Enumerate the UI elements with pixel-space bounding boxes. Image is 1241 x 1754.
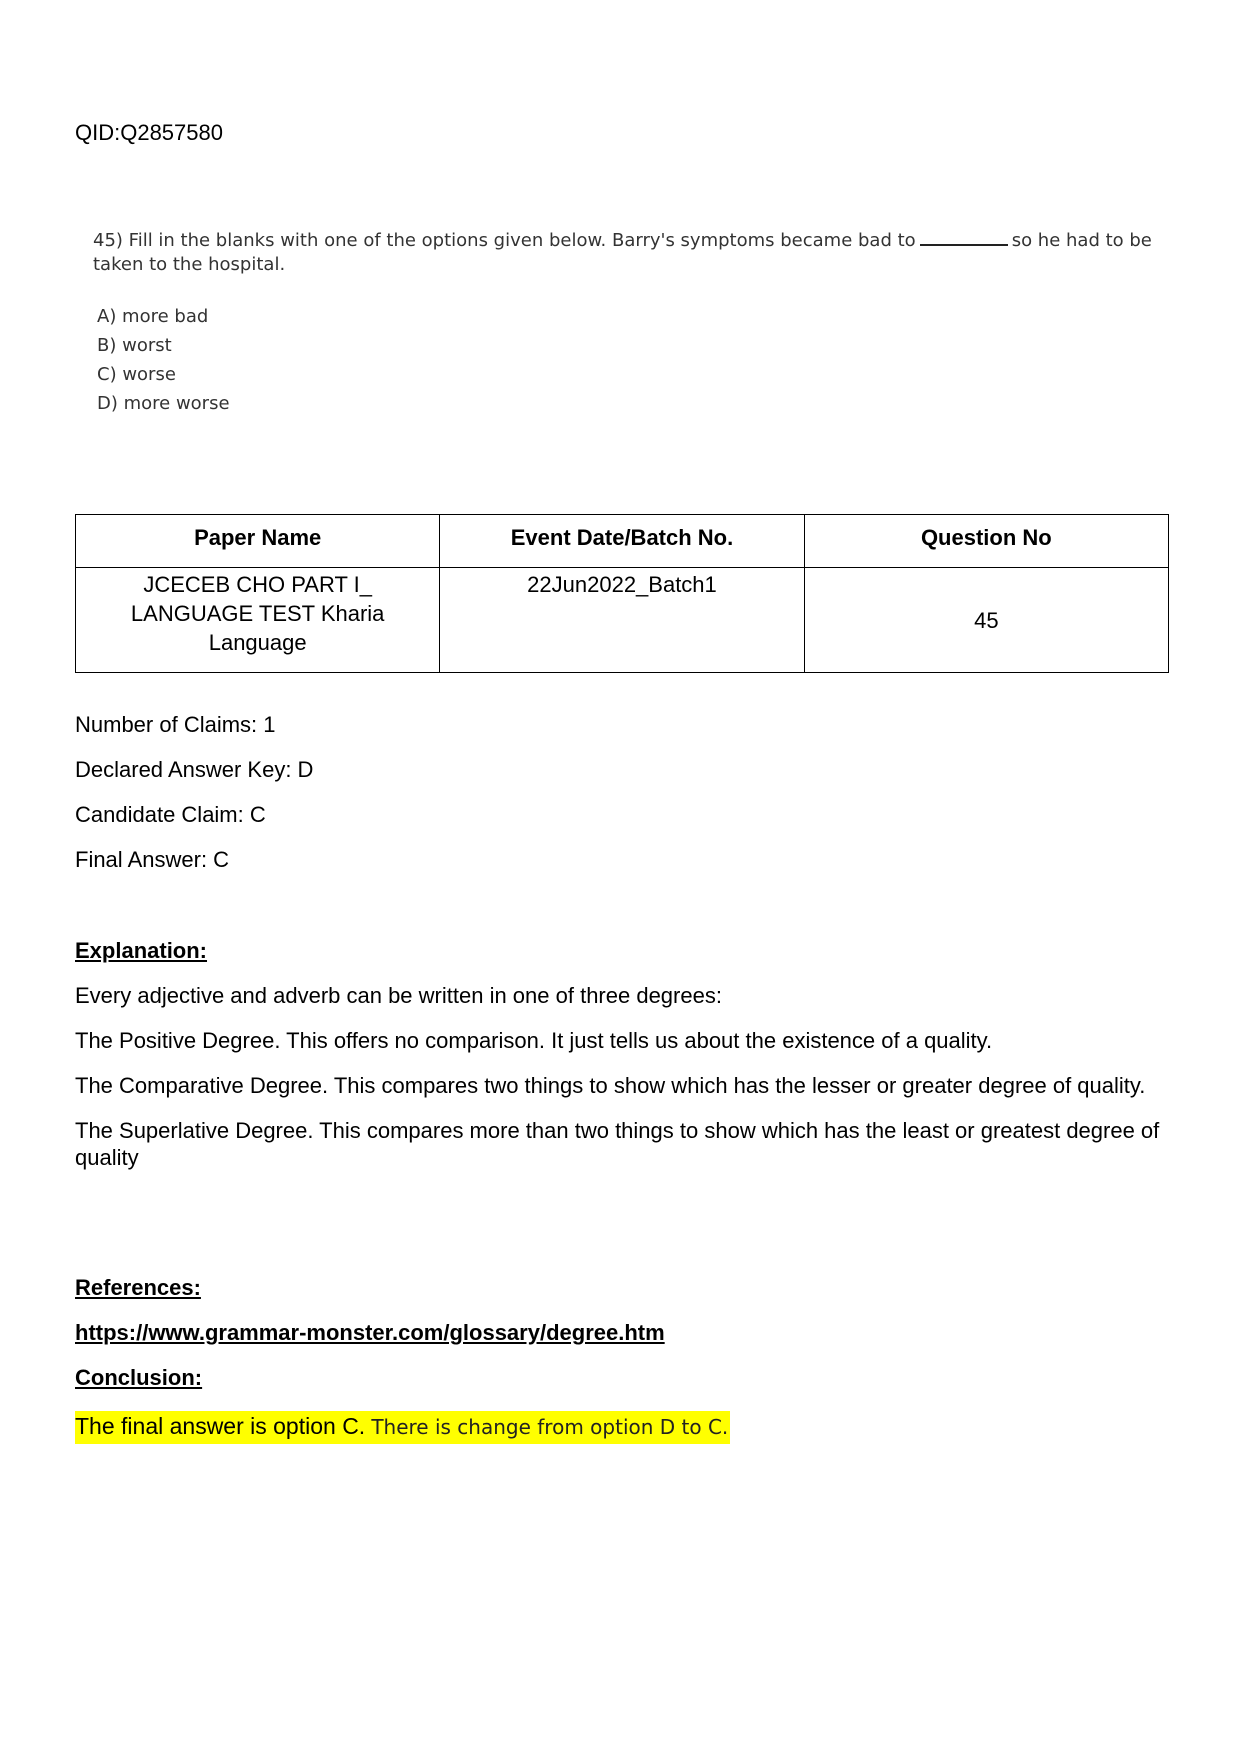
final-answer: Final Answer: C	[75, 847, 230, 872]
conclusion-highlight	[75, 1411, 730, 1444]
explanation-paragraph: The Positive Degree. This offers no comparison. It just tells us about the existence of a quality.	[75, 1028, 993, 1053]
explanation-paragraph: Every adjective and adverb can be written in one of three degrees:	[75, 983, 722, 1008]
option-b: B) worst	[97, 335, 172, 356]
option-d: D) more worse	[97, 393, 230, 414]
reference-link[interactable]: https://www.grammar-monster.com/glossary/degree.htm	[75, 1320, 665, 1345]
cell-question-no: 45	[804, 568, 1168, 673]
number-of-claims: Number of Claims: 1	[75, 712, 276, 737]
header-event-date: Event Date/Batch No.	[440, 515, 804, 568]
option-a: A) more bad	[97, 306, 209, 327]
explanation-section	[75, 937, 1175, 1189]
header-paper-name: Paper Name	[76, 515, 440, 568]
conclusion-text: The final answer is option C.	[75, 1413, 366, 1439]
question-text-before: 45) Fill in the blanks with one of the options given below. Barry's symptoms became bad to	[93, 230, 916, 251]
explanation-paragraph: The Comparative Degree. This compares two things to show which has the lesser or greater degree of quality.	[75, 1073, 1146, 1098]
cell-event-date: 22Jun2022_Batch1	[440, 568, 804, 673]
candidate-claim: Candidate Claim: C	[75, 802, 266, 827]
option-c: C) worse	[97, 364, 176, 385]
conclusion-heading: Conclusion:	[75, 1365, 203, 1390]
references-section	[75, 1274, 1175, 1444]
table-row	[76, 568, 1169, 673]
explanation-heading: Explanation:	[75, 938, 208, 963]
question-text-after: so he had to be taken to the hospital.	[93, 230, 1152, 275]
header-question-no: Question No	[804, 515, 1168, 568]
question-block	[93, 229, 1173, 418]
question-id: QID:Q2857580	[75, 120, 223, 145]
question-text	[93, 229, 1173, 277]
option-list	[97, 302, 1173, 418]
cell-paper-name: JCECEB CHO PART I_ LANGUAGE TEST Kharia Language	[76, 568, 440, 673]
references-heading: References:	[75, 1275, 201, 1300]
declared-answer-key: Declared Answer Key: D	[75, 757, 314, 782]
paper-info-table	[75, 514, 1169, 673]
claim-facts	[75, 712, 313, 892]
conclusion-note: There is change from option D to C.	[371, 1415, 729, 1439]
table-header-row	[76, 515, 1169, 568]
fill-in-blank	[920, 230, 1008, 246]
explanation-paragraph: The Superlative Degree. This compares more than two things to show which has the least or greatest degree of quality	[75, 1118, 1160, 1170]
